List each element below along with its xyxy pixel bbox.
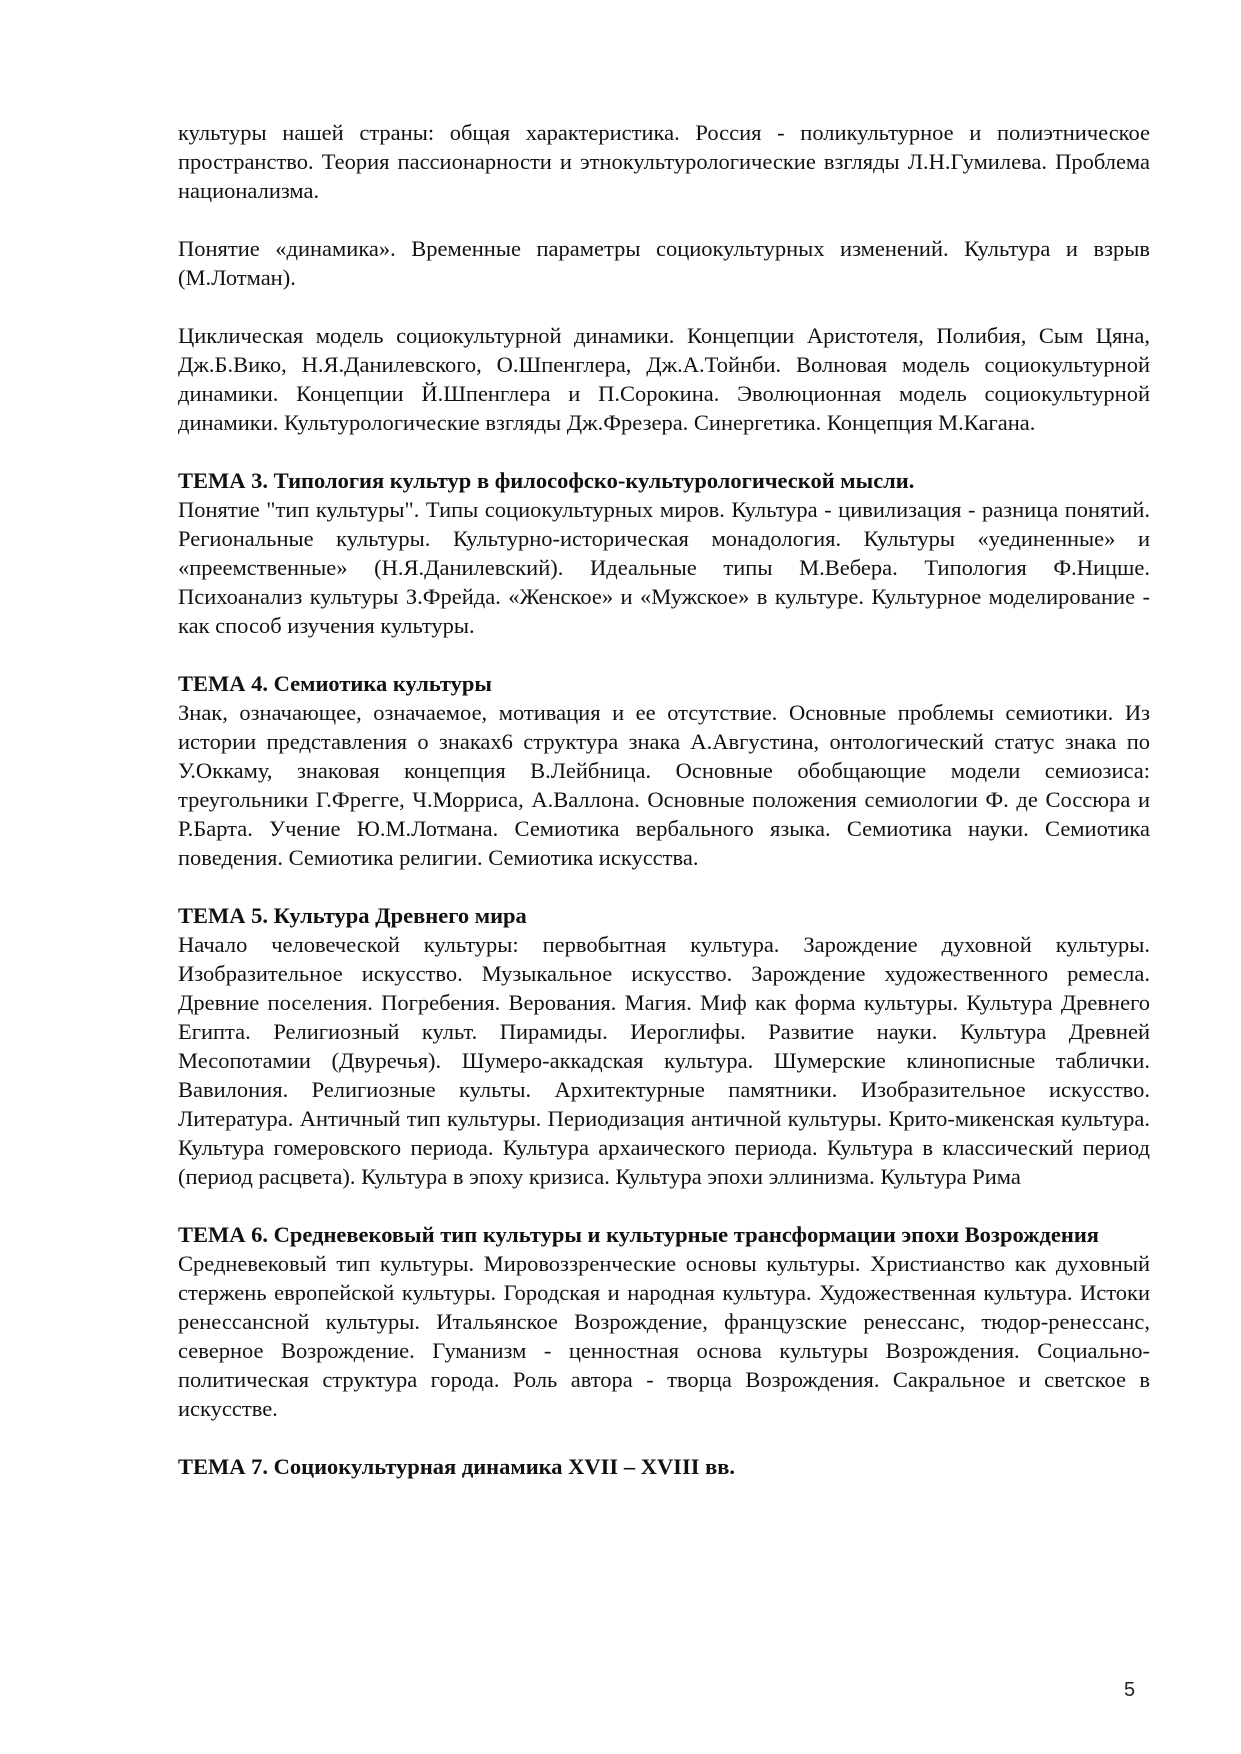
topic-4-body: Знак, означающее, означаемое, мотивация и ее отсутствие. Основные проблемы семиотики. Из истории представления о знаках6 структура знака А.Августина, онтологический статус знака по У.Оккаму, знаковая концепция В.Лейбница. Основные обобщающие модели семиозиса: треугольники Г.Фрегге, Ч.Морриса, А.Валлона. Основные положения семиологии Ф. де Соссюра и Р.Барта. Учение Ю.М.Лотмана. Семиотика вербального языка. Семиотика науки. Семиотика поведения. Семиотика религии. Семиотика искусства. <box>178 700 1150 870</box>
topic-7-section <box>178 1452 1150 1481</box>
topic-6-section <box>178 1220 1150 1423</box>
page-number: 5 <box>1124 1679 1136 1701</box>
topic-6-body: Средневековый тип культуры. Мировоззренческие основы культуры. Христианство как духовный стержень европейской культуры. Городская и народная культура. Художественная культура. Истоки ренессансной культуры. Итальянское Возрождение, французские ренессанс, тюдор-ренессанс, северное Возрождение. Гуманизм - ценностная основа культуры Возрождения. Социально-политическая структура города. Роль автора - творца Возрождения. Сакральное и светское в искусстве. <box>178 1251 1150 1421</box>
document-page <box>178 118 1150 1481</box>
topic-5-body: Начало человеческой культуры: первобытная культура. Зарождение духовной культуры. Изобразительное искусство. Музыкальное искусство. Зарождение художественного ремесла. Древние поселения. Погребения. Верования. Магия. Миф как форма культуры. Культура Древнего Египта. Религиозный культ. Пирамиды. Иероглифы. Развитие науки. Культура Древней Месопотамии (Двуречья). Шумеро-аккадская культура. Шумерские клинописные таблички. Вавилония. Религиозные культы. Архитектурные памятники. Изобразительное искусство. Литература. Античный тип культуры. Периодизация античной культуры. Крито-микенская культура. Культура гомеровского периода. Культура архаического периода. Культура в классический период (период расцвета). Культура в эпоху кризиса. Культура эпохи эллинизма. Культура Рима <box>178 932 1150 1189</box>
topic-4-section <box>178 669 1150 872</box>
topic-6-heading: ТЕМА 6. Средневековый тип культуры и культурные трансформации эпохи Возрождения <box>178 1222 1099 1247</box>
topic-5-heading: ТЕМА 5. Культура Древнего мира <box>178 903 527 928</box>
topic-5-section <box>178 901 1150 1191</box>
topic-7-heading: ТЕМА 7. Социокультурная динамика XVII – XVIII вв. <box>178 1454 736 1479</box>
topic-3-heading: ТЕМА 3. Типология культур в философско-культурологической мысли. <box>178 468 915 493</box>
intro-paragraph-1: культуры нашей страны: общая характеристика. Россия - поликультурное и полиэтническое пространство. Теория пассионарности и этнокультурологические взгляды Л.Н.Гумилева. Проблема национализма. <box>178 120 1150 203</box>
topic-3-body: Понятие "тип культуры". Типы социокультурных миров. Культура - цивилизация - разница понятий. Региональные культуры. Культурно-историческая монадология. Культуры «уединенные» и «преемственные» (Н.Я.Данилевский). Идеальные типы М.Вебера. Типология Ф.Ницше. Психоанализ культуры З.Фрейда. «Женское» и «Мужское» в культуре. Культурное моделирование - как способ изучения культуры. <box>178 497 1150 638</box>
intro-paragraph-2: Понятие «динамика». Временные параметры социокультурных изменений. Культура и взрыв (М.Лотман). <box>178 236 1150 290</box>
intro-paragraph-3: Циклическая модель социокультурной динамики. Концепции Аристотеля, Полибия, Сым Цяна, Дж.Б.Вико, Н.Я.Данилевского, О.Шпенглера, Дж.А.Тойнби. Волновая модель социокультурной динамики. Концепции Й.Шпенглера и П.Сорокина. Эволюционная модель социокультурной динамики. Культурологические взгляды Дж.Фрезера. Синергетика. Концепция М.Кагана. <box>178 323 1150 435</box>
topic-4-heading: ТЕМА 4. Семиотика культуры <box>178 671 492 696</box>
topic-3-section <box>178 466 1150 640</box>
